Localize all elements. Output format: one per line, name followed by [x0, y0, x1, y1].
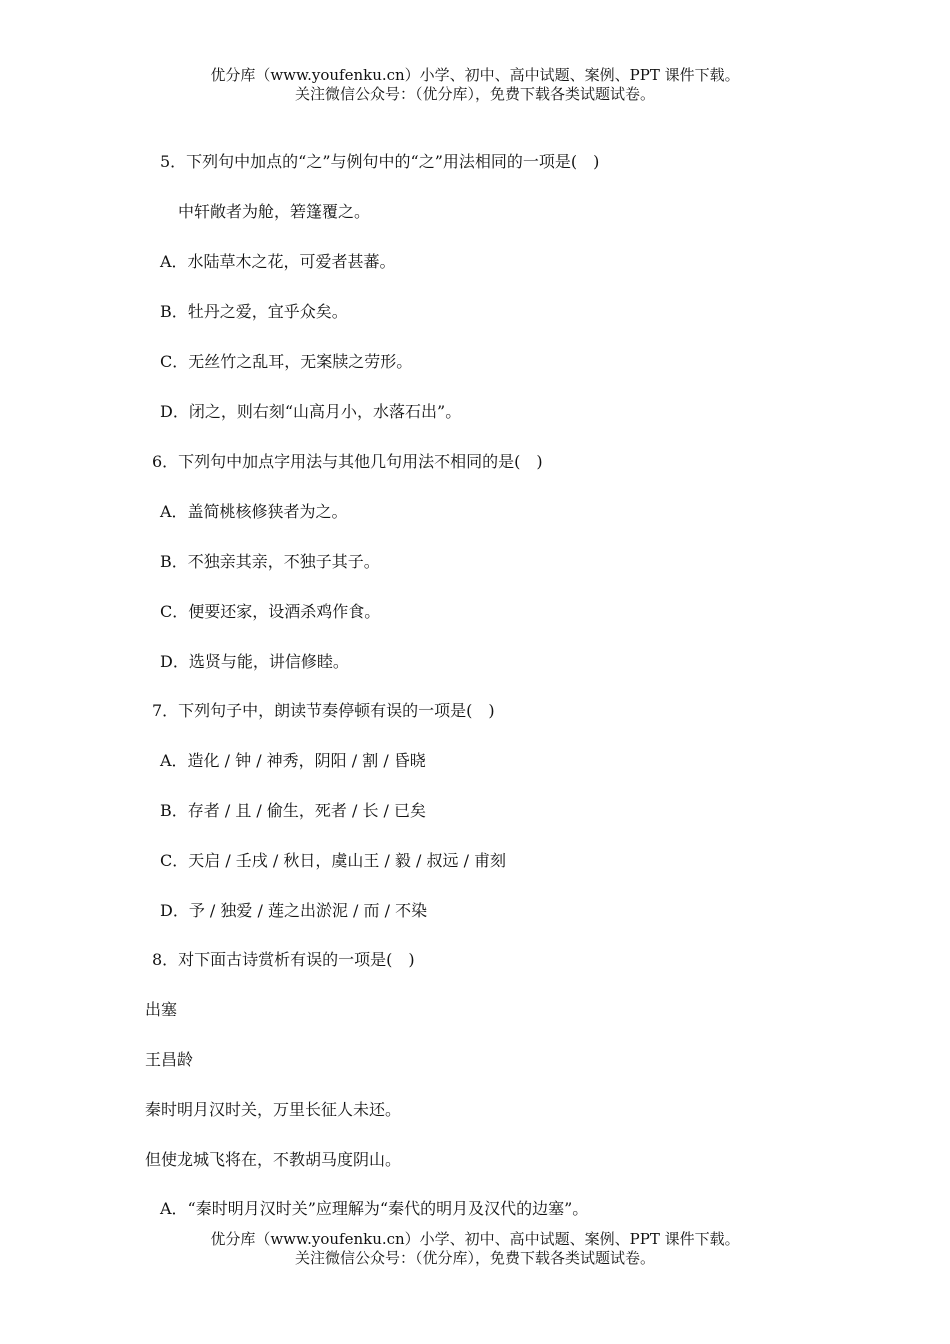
footer-line-2: 关注微信公众号：（优分库），免费下载各类试题试卷。	[294, 1249, 655, 1267]
question-5-option-d: D．闭之，则右刻“山高月小，水落石出”。	[160, 402, 462, 421]
question-7-option-a: A．造化 / 钟 / 神秀，阴阳 / 割 / 昏晓	[160, 751, 426, 770]
poem-line-2: 但使龙城飞将在，不教胡马度阴山。	[145, 1150, 402, 1169]
footer-line-1: 优分库（www.youfenku.cn）小学、初中、高中试题、案例、PPT 课件下载。	[210, 1230, 740, 1248]
question-5-example: 中轩敞者为舱，箬篷覆之。	[178, 202, 371, 221]
question-6-option-b: B．不独亲其亲，不独子其子。	[160, 552, 380, 571]
poem-title: 出塞	[145, 1000, 178, 1019]
question-7-option-d: D．予 / 独爱 / 莲之出淤泥 / 而 / 不染	[160, 901, 428, 920]
question-5-option-b: B．牡丹之爱，宜乎众矣。	[160, 302, 348, 321]
page-header	[0, 66, 950, 104]
poem-author: 王昌龄	[145, 1050, 194, 1069]
question-7-option-c: C．天启 / 壬戌 / 秋日，虞山王 / 毅 / 叔远 / 甫刻	[160, 851, 507, 870]
question-8-option-a: A．“秦时明月汉时关”应理解为“秦代的明月及汉代的边塞”。	[160, 1199, 589, 1218]
question-5-stem: 5．下列句中加点的“之”与例句中的“之”用法相同的一项是( )	[160, 152, 600, 171]
page-footer	[0, 1230, 950, 1268]
question-6-option-a: A．盖简桃核修狭者为之。	[160, 502, 348, 521]
question-7-option-b: B．存者 / 且 / 偷生，死者 / 长 / 已矣	[160, 801, 427, 820]
question-6-option-c: C．便要还家，设酒杀鸡作食。	[160, 602, 381, 621]
question-5-option-c: C．无丝竹之乱耳，无案牍之劳形。	[160, 352, 413, 371]
question-8-stem: 8．对下面古诗赏析有误的一项是( )	[152, 950, 415, 969]
header-line-1: 优分库（www.youfenku.cn）小学、初中、高中试题、案例、PPT 课件下载。	[210, 66, 740, 84]
header-line-2: 关注微信公众号：（优分库），免费下载各类试题试卷。	[294, 85, 655, 103]
question-5-option-a: A．水陆草木之花，可爱者甚蕃。	[160, 252, 396, 271]
poem-line-1: 秦时明月汉时关，万里长征人未还。	[145, 1100, 402, 1119]
question-6-stem: 6．下列句中加点字用法与其他几句用法不相同的是( )	[152, 452, 543, 471]
question-6-option-d: D．选贤与能，讲信修睦。	[160, 652, 349, 671]
question-7-stem: 7．下列句子中，朗读节奏停顿有误的一项是( )	[152, 701, 495, 720]
